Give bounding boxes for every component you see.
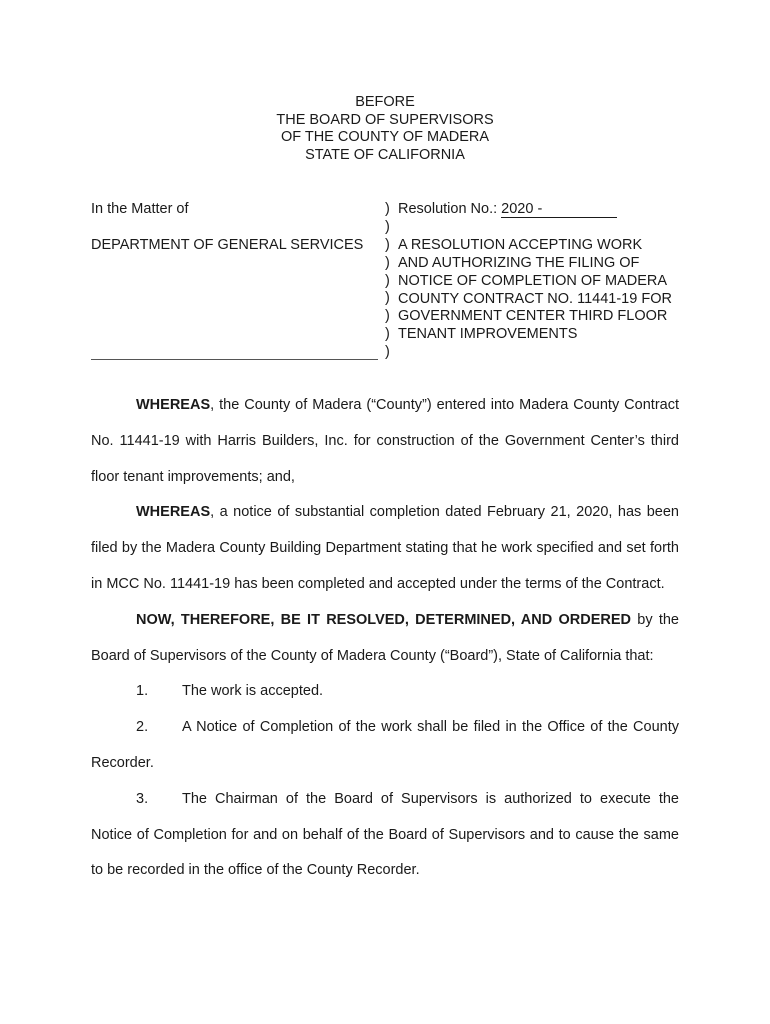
item-number: 2.: [136, 719, 149, 736]
heading-line-before: BEFORE: [355, 94, 415, 110]
whereas-text: , a notice of substantial completion dated February 21, 2020, has been filed by the Madera County Building Department stating that he work specified and set forth in MCC No. 11441-19 has been completed and accepted under the terms of the Contract.: [91, 504, 679, 592]
resolution-number-line: [398, 201, 672, 219]
resolution-label: Resolution No.:: [398, 201, 498, 217]
blank-line: [398, 219, 672, 237]
caption-paren: ): [385, 254, 390, 271]
resolution-title-line: AND AUTHORIZING THE FILING OF: [398, 254, 640, 271]
caption-paren: ): [385, 272, 390, 289]
caption-paren: ): [385, 326, 390, 343]
document-heading: [0, 94, 770, 164]
heading-line-board: THE BOARD OF SUPERVISORS: [276, 111, 494, 128]
caption-paren: ): [385, 218, 390, 235]
item-text: A Notice of Completion of the work shall be filed in the Office of the County Recorder.: [91, 719, 679, 771]
item-text: The Chairman of the Board of Supervisors is authorized to execute the Notice of Completion for and on behalf of the Board of Supervisors and to cause the same to be recorded in the office of the County Recorder.: [91, 790, 679, 879]
item-number: 1.: [136, 683, 149, 700]
whereas-paragraph-2: [91, 495, 679, 602]
caption-department: DEPARTMENT OF GENERAL SERVICES: [91, 237, 364, 253]
resolution-body: [91, 388, 679, 889]
caption-paren: ): [385, 308, 390, 325]
resolved-text: by the Board of Supervisors of the County of Madera County (“Board”), State of California that:: [91, 611, 680, 664]
item-text: The work is accepted.: [182, 683, 324, 700]
heading-line-state: STATE OF CALIFORNIA: [305, 146, 465, 163]
whereas-text: , the County of Madera (“County”) entered into Madera County Contract No. 11441-19 with Harris Builders, Inc. for construction of the Government Center’s third floor tenant improvements; and,: [91, 397, 679, 485]
whereas-keyword: WHEREAS: [136, 397, 211, 413]
resolution-item-1: [91, 674, 679, 710]
caption-paren: ): [385, 236, 390, 253]
whereas-paragraph-1: [91, 388, 679, 495]
caption-paren: ): [385, 290, 390, 307]
resolution-title-line: GOVERNMENT CENTER THIRD FLOOR: [398, 308, 668, 325]
heading-line-county: OF THE COUNTY OF MADERA: [280, 129, 490, 146]
resolved-paragraph: [91, 603, 679, 675]
resolution-title-line: TENANT IMPROVEMENTS: [398, 326, 578, 343]
caption-paren: ): [385, 201, 390, 217]
whereas-keyword: WHEREAS: [136, 504, 211, 521]
resolution-title-line: A RESOLUTION ACCEPTING WORK: [398, 236, 643, 253]
caption-matter: In the Matter of: [91, 201, 189, 217]
caption-parentheses: [385, 201, 390, 362]
resolution-title-line: COUNTY CONTRACT NO. 11441-19 FOR: [398, 290, 672, 307]
resolved-keyword: NOW, THEREFORE, BE IT RESOLVED, DETERMINED, AND ORDERED: [136, 611, 631, 628]
caption-divider-line: [91, 359, 378, 360]
resolution-number: 2020 -: [501, 202, 617, 218]
resolution-title-line: NOTICE OF COMPLETION OF MADERA: [398, 272, 668, 289]
caption-paren: ): [385, 344, 390, 361]
item-number: 3.: [136, 790, 149, 807]
caption-resolution-block: [398, 201, 672, 344]
resolution-item-3: [91, 782, 679, 889]
resolution-item-2: [91, 710, 679, 782]
